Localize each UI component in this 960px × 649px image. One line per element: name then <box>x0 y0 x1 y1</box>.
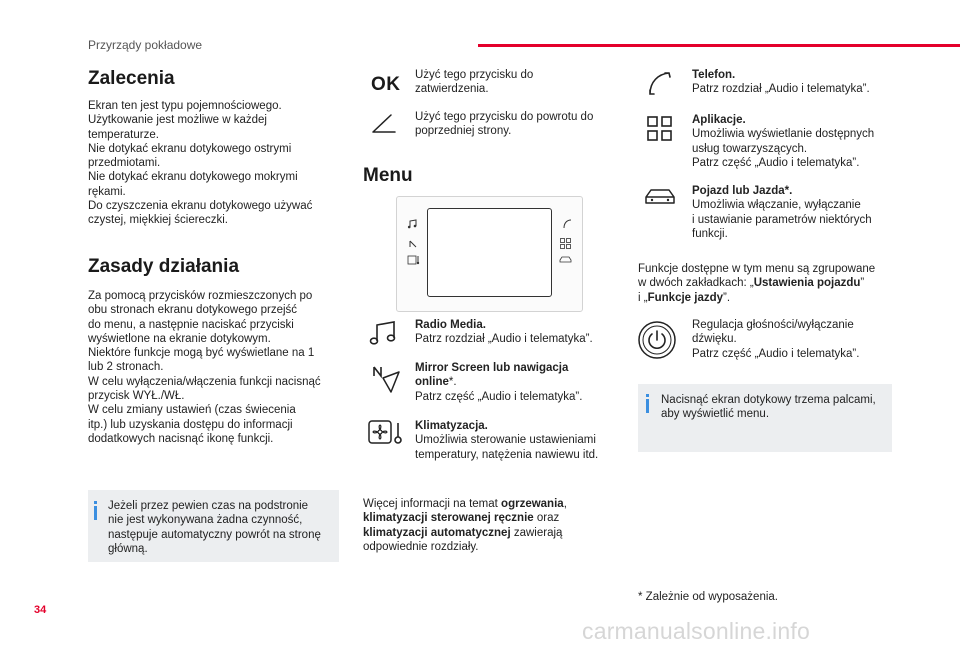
recommendations-line: Do czyszczenia ekranu dotykowego używać <box>88 200 313 213</box>
menu-groups-line: i „ <box>638 291 648 304</box>
radio-media-desc: Patrz rozdział „Audio i telematyka”. <box>415 333 593 346</box>
ok-description <box>415 68 615 97</box>
recommendations-heading: Zalecenia <box>88 68 175 89</box>
more-info-bold: klimatyzacji sterowanej ręcznie <box>363 512 534 525</box>
touchscreen-display <box>427 208 552 297</box>
menu-groups-line: Funkcje dostępne w tym menu są zgrupowane <box>638 263 876 275</box>
auto-return-note-text <box>108 499 336 556</box>
navigation-icon <box>409 239 417 249</box>
recommendations-text <box>88 99 348 228</box>
header-accent-bar <box>478 44 960 47</box>
back-arrow-icon <box>371 112 399 136</box>
principles-line: obu stronach ekranu dotykowego przejść <box>88 304 298 317</box>
principles-heading: Zasady działania <box>88 256 240 277</box>
auto-return-note-line: główną. <box>108 542 148 555</box>
recommendations-line: rękami. <box>88 185 126 198</box>
navigation-icon <box>371 364 401 394</box>
phone-desc: Patrz rozdział „Audio i telematyka”. <box>692 83 870 96</box>
auto-return-note-line: nie jest wykonywana żadna czynność, <box>108 514 303 527</box>
principles-line: itp.) lub uzyskania dostępu do informacji <box>88 418 293 431</box>
touchscreen-illustration <box>396 196 583 312</box>
more-info-bold: klimatyzacji automatycznej <box>363 526 511 539</box>
recommendations-line: Nie dotykać ekranu dotykowego mokrymi <box>88 171 298 184</box>
more-info-line: odpowiednie rozdziały. <box>363 540 479 553</box>
climate-desc: Umożliwia sterowanie ustawieniami <box>415 434 596 447</box>
vehicle-settings-tab-name: Ustawienia pojazdu <box>753 277 861 290</box>
info-icon <box>94 506 97 520</box>
phone-title: Telefon. <box>692 69 736 81</box>
principles-text <box>88 289 350 446</box>
principles-line: dodatkowych nacisnąć ikonę funkcji. <box>88 432 274 445</box>
apps-desc: Umożliwia wyświetlanie dostępnych <box>692 128 875 141</box>
more-info-line: Więcej informacji na temat <box>363 498 502 510</box>
vehicle-description <box>692 184 902 241</box>
ok-description-line: zatwierdzenia. <box>415 83 489 96</box>
info-icon <box>646 399 649 413</box>
three-finger-note-text <box>661 393 891 422</box>
principles-line: W celu wyłączenia/włączenia funkcji nacisnąć <box>88 375 321 388</box>
apps-description <box>692 113 902 170</box>
volume-desc: Regulacja głośności/wyłączanie <box>692 319 854 331</box>
principles-line: przycisk WYŁ./WŁ. <box>88 390 185 403</box>
climate-icon <box>368 420 404 446</box>
mirror-screen-footnote-mark: *. <box>448 376 457 389</box>
auto-return-note-line: Jeżeli przez pewien czas na podstronie <box>108 500 309 512</box>
recommendations-line: przedmiotami. <box>88 157 161 170</box>
apps-icon <box>560 238 571 249</box>
principles-line: W celu zmiany ustawień (czas świecenia <box>88 404 296 417</box>
menu-groups-line: w dwóch zakładkach: „ <box>638 277 754 290</box>
more-info-bold: ogrzewania <box>501 498 564 510</box>
more-info-line: zawierają <box>510 526 563 539</box>
auto-return-note-line: następuje automatyczny powrót na stronę <box>108 528 321 541</box>
vehicle-desc: Umożliwia włączanie, wyłączanie <box>692 199 861 212</box>
radio-media-description <box>415 318 625 347</box>
vehicle-desc: funkcji. <box>692 227 728 240</box>
phone-description <box>692 68 902 97</box>
ok-description-line: Użyć tego przycisku do <box>415 69 534 81</box>
mirror-screen-title-cont: online <box>415 376 449 389</box>
footnote: * Zależnie od wyposażenia. <box>638 591 778 603</box>
more-info-line: , <box>563 498 567 510</box>
mirror-screen-desc: Patrz część „Audio i telematyka”. <box>415 390 583 403</box>
apps-title: Aplikacje. <box>692 114 746 126</box>
radio-media-title: Radio Media. <box>415 319 486 331</box>
volume-desc: Patrz część „Audio i telematyka”. <box>692 347 860 360</box>
principles-line: wyświetlone na ekranie dotykowym. <box>88 332 271 345</box>
principles-line: lub 2 stronach. <box>88 361 164 374</box>
section-header-title: Przyrządy pokładowe <box>88 38 203 52</box>
ok-button-icon: OK <box>371 74 401 95</box>
recommendations-line: czystej, miękkiej ściereczki. <box>88 214 228 227</box>
apps-desc: usług towarzyszących. <box>692 142 808 155</box>
recommendations-line: Użytkowanie jest możliwe w każdej <box>88 114 267 127</box>
three-finger-note <box>638 384 892 452</box>
mirror-screen-title: Mirror Screen lub nawigacja <box>415 362 569 374</box>
car-icon <box>559 256 572 264</box>
back-description-line: poprzedniej strony. <box>415 125 512 138</box>
principles-line: do menu, a następnie naciskać przyciski <box>88 318 294 331</box>
mirror-screen-description <box>415 361 625 404</box>
menu-groups-line: ”. <box>723 291 731 304</box>
phone-icon <box>646 70 672 96</box>
more-info-text <box>363 497 608 554</box>
volume-description <box>692 318 902 361</box>
recommendations-line: Ekran ten jest typu pojemnościowego. <box>88 100 282 112</box>
climate-title: Klimatyzacja. <box>415 420 488 432</box>
car-icon <box>644 187 676 207</box>
watermark: carmanualsonline.info <box>582 618 810 644</box>
menu-heading: Menu <box>363 165 413 186</box>
apps-desc: Patrz część „Audio i telematyka”. <box>692 156 860 169</box>
music-note-icon <box>369 320 397 346</box>
apps-icon <box>647 116 673 142</box>
vehicle-title: Pojazd lub Jazda*. <box>692 185 793 197</box>
three-finger-note-line: aby wyświetlić menu. <box>661 408 770 421</box>
back-description-line: Użyć tego przycisku do powrotu do <box>415 111 594 123</box>
climate-description <box>415 419 625 462</box>
principles-line: Za pomocą przycisków rozmieszczonych po <box>88 290 313 302</box>
recommendations-line: Nie dotykać ekranu dotykowego ostrymi <box>88 142 292 155</box>
driving-functions-tab-name: Funkcje jazdy <box>647 291 724 304</box>
menu-groups-text <box>638 262 893 305</box>
phone-icon <box>562 219 572 229</box>
page-number: 34 <box>34 604 47 616</box>
menu-groups-line: ” <box>860 277 865 290</box>
principles-line: Niektóre funkcje mogą być wyświetlane na 1 <box>88 347 315 360</box>
music-note-icon <box>407 219 417 229</box>
recommendations-line: temperaturze. <box>88 128 159 141</box>
vehicle-desc: i ustawianie parametrów niektórych <box>692 213 872 226</box>
auto-return-note <box>88 490 339 562</box>
back-description <box>415 110 620 139</box>
volume-desc: dźwięku. <box>692 333 737 346</box>
more-info-line: oraz <box>533 512 560 525</box>
power-volume-knob-icon <box>637 320 677 360</box>
three-finger-note-line: Nacisnąć ekran dotykowy trzema palcami, <box>661 394 876 406</box>
climate-icon <box>407 255 421 265</box>
climate-desc: temperatury, natężenia nawiewu itd. <box>415 448 599 461</box>
